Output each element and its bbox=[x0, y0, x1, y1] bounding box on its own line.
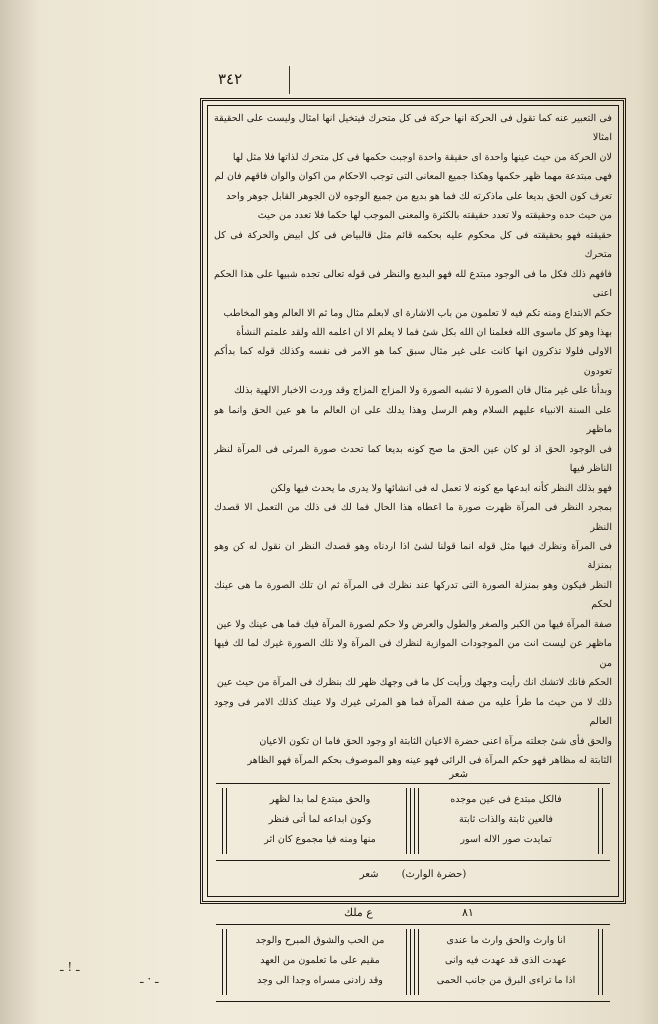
text-line: بمجرد النظر فى المرآة ظهرت صورة ما اعطاه هذا الحال فما لك فى ذلك من التعمل الا قصدك النظر bbox=[214, 502, 612, 533]
text-line: والحق فأى شئ جعلته مرآة اعنى حضرة الاعيان الثابتة او وجود الحق فاما ان تكون الاعيان bbox=[259, 735, 612, 747]
text-line: فهى مبتدعة مهما ظهر حكمها وهكذا جميع المعانى التى توجب الاحكام من اكوان والوان فاقهم فان لم bbox=[214, 171, 612, 183]
margin-rule bbox=[289, 66, 290, 94]
text-line: بهذا وهو كل ماسوى الله فعلمنا ان الله بكل شئ فما لا يعلم الا ان اعلمه الله ولقد علمتم النشأة bbox=[236, 326, 612, 338]
poem1-left-hemistichs bbox=[234, 790, 406, 852]
body-text bbox=[214, 109, 612, 769]
text-line: فى المرآة ونظرك فيها مثل قوله انما قولنا لشئ اذا اردناه وهو قصدك النظر ان نقول له كن وهو بمنزلة bbox=[214, 540, 612, 572]
text-line: فافهم ذلك فكل ما فى الوجود مبتدع لله فهو البديع والنظر فى قوله تعالى تجده شبيها على هذا الحكم اعنى bbox=[214, 268, 612, 300]
verse-line: وكون ابداعه لما أتى فنظر bbox=[268, 814, 372, 825]
text-line: الثابتة له مظاهر فهو حكم المرآة فى الرائى فهو عينه وهو الموصوف بحكم المرآة فهو الظاهر bbox=[247, 754, 612, 766]
text-line: ماظهر عن ليست انت من الموجودات الموازية لنظرك فى المرآة ولا تلك الصورة غيرك لما لك فيها من bbox=[214, 638, 612, 669]
verse-line: تمايدت صور الاله اسور bbox=[460, 834, 552, 845]
margin-marks: ـ · ـ bbox=[140, 972, 159, 986]
verse-bars bbox=[220, 929, 230, 995]
text-line: حكم الابتداع ومنه تكم فيه لا تعلمون من باب الاشارة اى لابعلم مثال وما ثم الا العالم وهو المخاطب bbox=[223, 307, 612, 319]
footer-number: ٨١ bbox=[462, 906, 474, 919]
verse-line: والحق مبتدع لما بدا لظهر bbox=[269, 794, 371, 805]
section-poem-label: شعر bbox=[359, 869, 379, 880]
poem2-right-hemistichs bbox=[420, 931, 592, 993]
verse-line: وقد زادنى مسراه وجدا الى وجد bbox=[257, 975, 383, 986]
verse-line: من الحب والشوق المبرح والوجد bbox=[255, 935, 385, 946]
verse-bars bbox=[596, 788, 606, 854]
section-title bbox=[208, 869, 618, 880]
poem1-right-hemistichs bbox=[420, 790, 592, 852]
text-line: فى الوجود الحق اذ لو كان عين الحق ما صح كونه بديعا كما تحدث صورة المرئى فى المرآة لنظر الناظر فيها bbox=[214, 443, 612, 475]
text-line: فى التعبير عنه كما تقول فى الحركة انها حركة فى كل متحرك فيتخيل انها امثال وليست على الحقيقة امثالا bbox=[214, 113, 612, 144]
footer-signature: ع ملك bbox=[344, 906, 373, 919]
text-line: صفة المرآة فيها من الكبر والصغر والطول والعرض ولا حكم لصورة المرآة فيك فما هى عينك ولا عين bbox=[216, 618, 612, 630]
verse-line: عهدت الذى قد عهدت فيه وانى bbox=[444, 955, 568, 966]
verse-line: فالكل مبتدع فى عين موجده bbox=[450, 794, 562, 805]
text-line: فهو بذلك النظر كأنه ابدعها مع كونه لا تعمل له فى انشائها ولا يدرى ما يحدث فيها ولكن bbox=[270, 482, 612, 494]
text-line: الاولى فلولا تذكرون انها كانت على غير مثال سبق كما هو الامر فى نفسه وكذلك قوله كما بدأكم تعودون bbox=[214, 346, 612, 377]
poem-label: شعر bbox=[449, 769, 468, 780]
text-line: على السنة الانبياء عليهم السلام وهم الرسل وهذا يدلك على ان العالم ما هو عين الحق وانما هو ماظهر bbox=[214, 404, 612, 436]
verse-bars bbox=[596, 929, 606, 995]
verse-bars bbox=[220, 788, 230, 854]
verse-line: مقيم على ما تعلمون من العهد bbox=[260, 955, 380, 966]
text-line: حقيقته فهو بحقيقته فى كل محكوم عليه بحكمه قائم مثل قالبياض فى كل ابيض والحركة فى كل متحرك bbox=[214, 229, 612, 261]
margin-marks: ـ ! ـ bbox=[60, 960, 80, 974]
poem-block-2 bbox=[216, 924, 610, 1002]
text-line: تعرف كون الحق بديعا على ماذكرته لك فما هو بديع من جميع الوجوه لان الجوهر القابل جوهر واحد bbox=[226, 190, 612, 202]
poem-block-1 bbox=[216, 783, 610, 861]
verse-line: اذا ما تراءى البرق من جانب الحمى bbox=[436, 975, 576, 986]
text-line: الحكم فانك لاتشك انك رأيت وجهك ورأيت كل ما فى وجهك ظهر لك بنظرك فى المرآة من حيث عين bbox=[216, 677, 612, 689]
verse-line: انا وارث والحق وارث ما عندى bbox=[446, 935, 566, 946]
text-line: وبدأنا على غير مثال فان الصورة لا تشبه الصورة ولا المزاج المزاج وقد وردت الاخبار الالهية بذلك bbox=[233, 385, 612, 397]
text-line: النظر فيكون وهو بمنزلة الصورة التى تدركها عند نظرك فى المرآة ثم ان تلك الصورة ما هى عينك لحكم bbox=[214, 579, 612, 611]
text-line: ذلك لا من حيث ما طرأ عليه من صفة المرآة فما هو المرئى غيرك ولا عينك كذلك الامر فى وجود العالم bbox=[214, 696, 612, 728]
section-title-text: (حضرة الوارث) bbox=[401, 869, 467, 880]
poem2-left-hemistichs bbox=[234, 931, 406, 993]
text-line: لان الحركة من حيث عينها واحدة اى حقيقة واحدة اوجبت حكمها فى كل متحرك لذاتها فلا مثل لها bbox=[232, 151, 612, 163]
text-line: من حيث حده وحقيقته ولا تعدد حقيقته بالكثرة والمعنى الموجب لها حكما فلا تعدد من حيث bbox=[257, 210, 612, 222]
page-number: ٣٤٢ bbox=[218, 70, 243, 88]
verse-line: فالعين ثابتة والذات ثابتة bbox=[459, 814, 553, 825]
verse-line: منها ومنه فيا مجموع كان اثر bbox=[264, 834, 376, 845]
